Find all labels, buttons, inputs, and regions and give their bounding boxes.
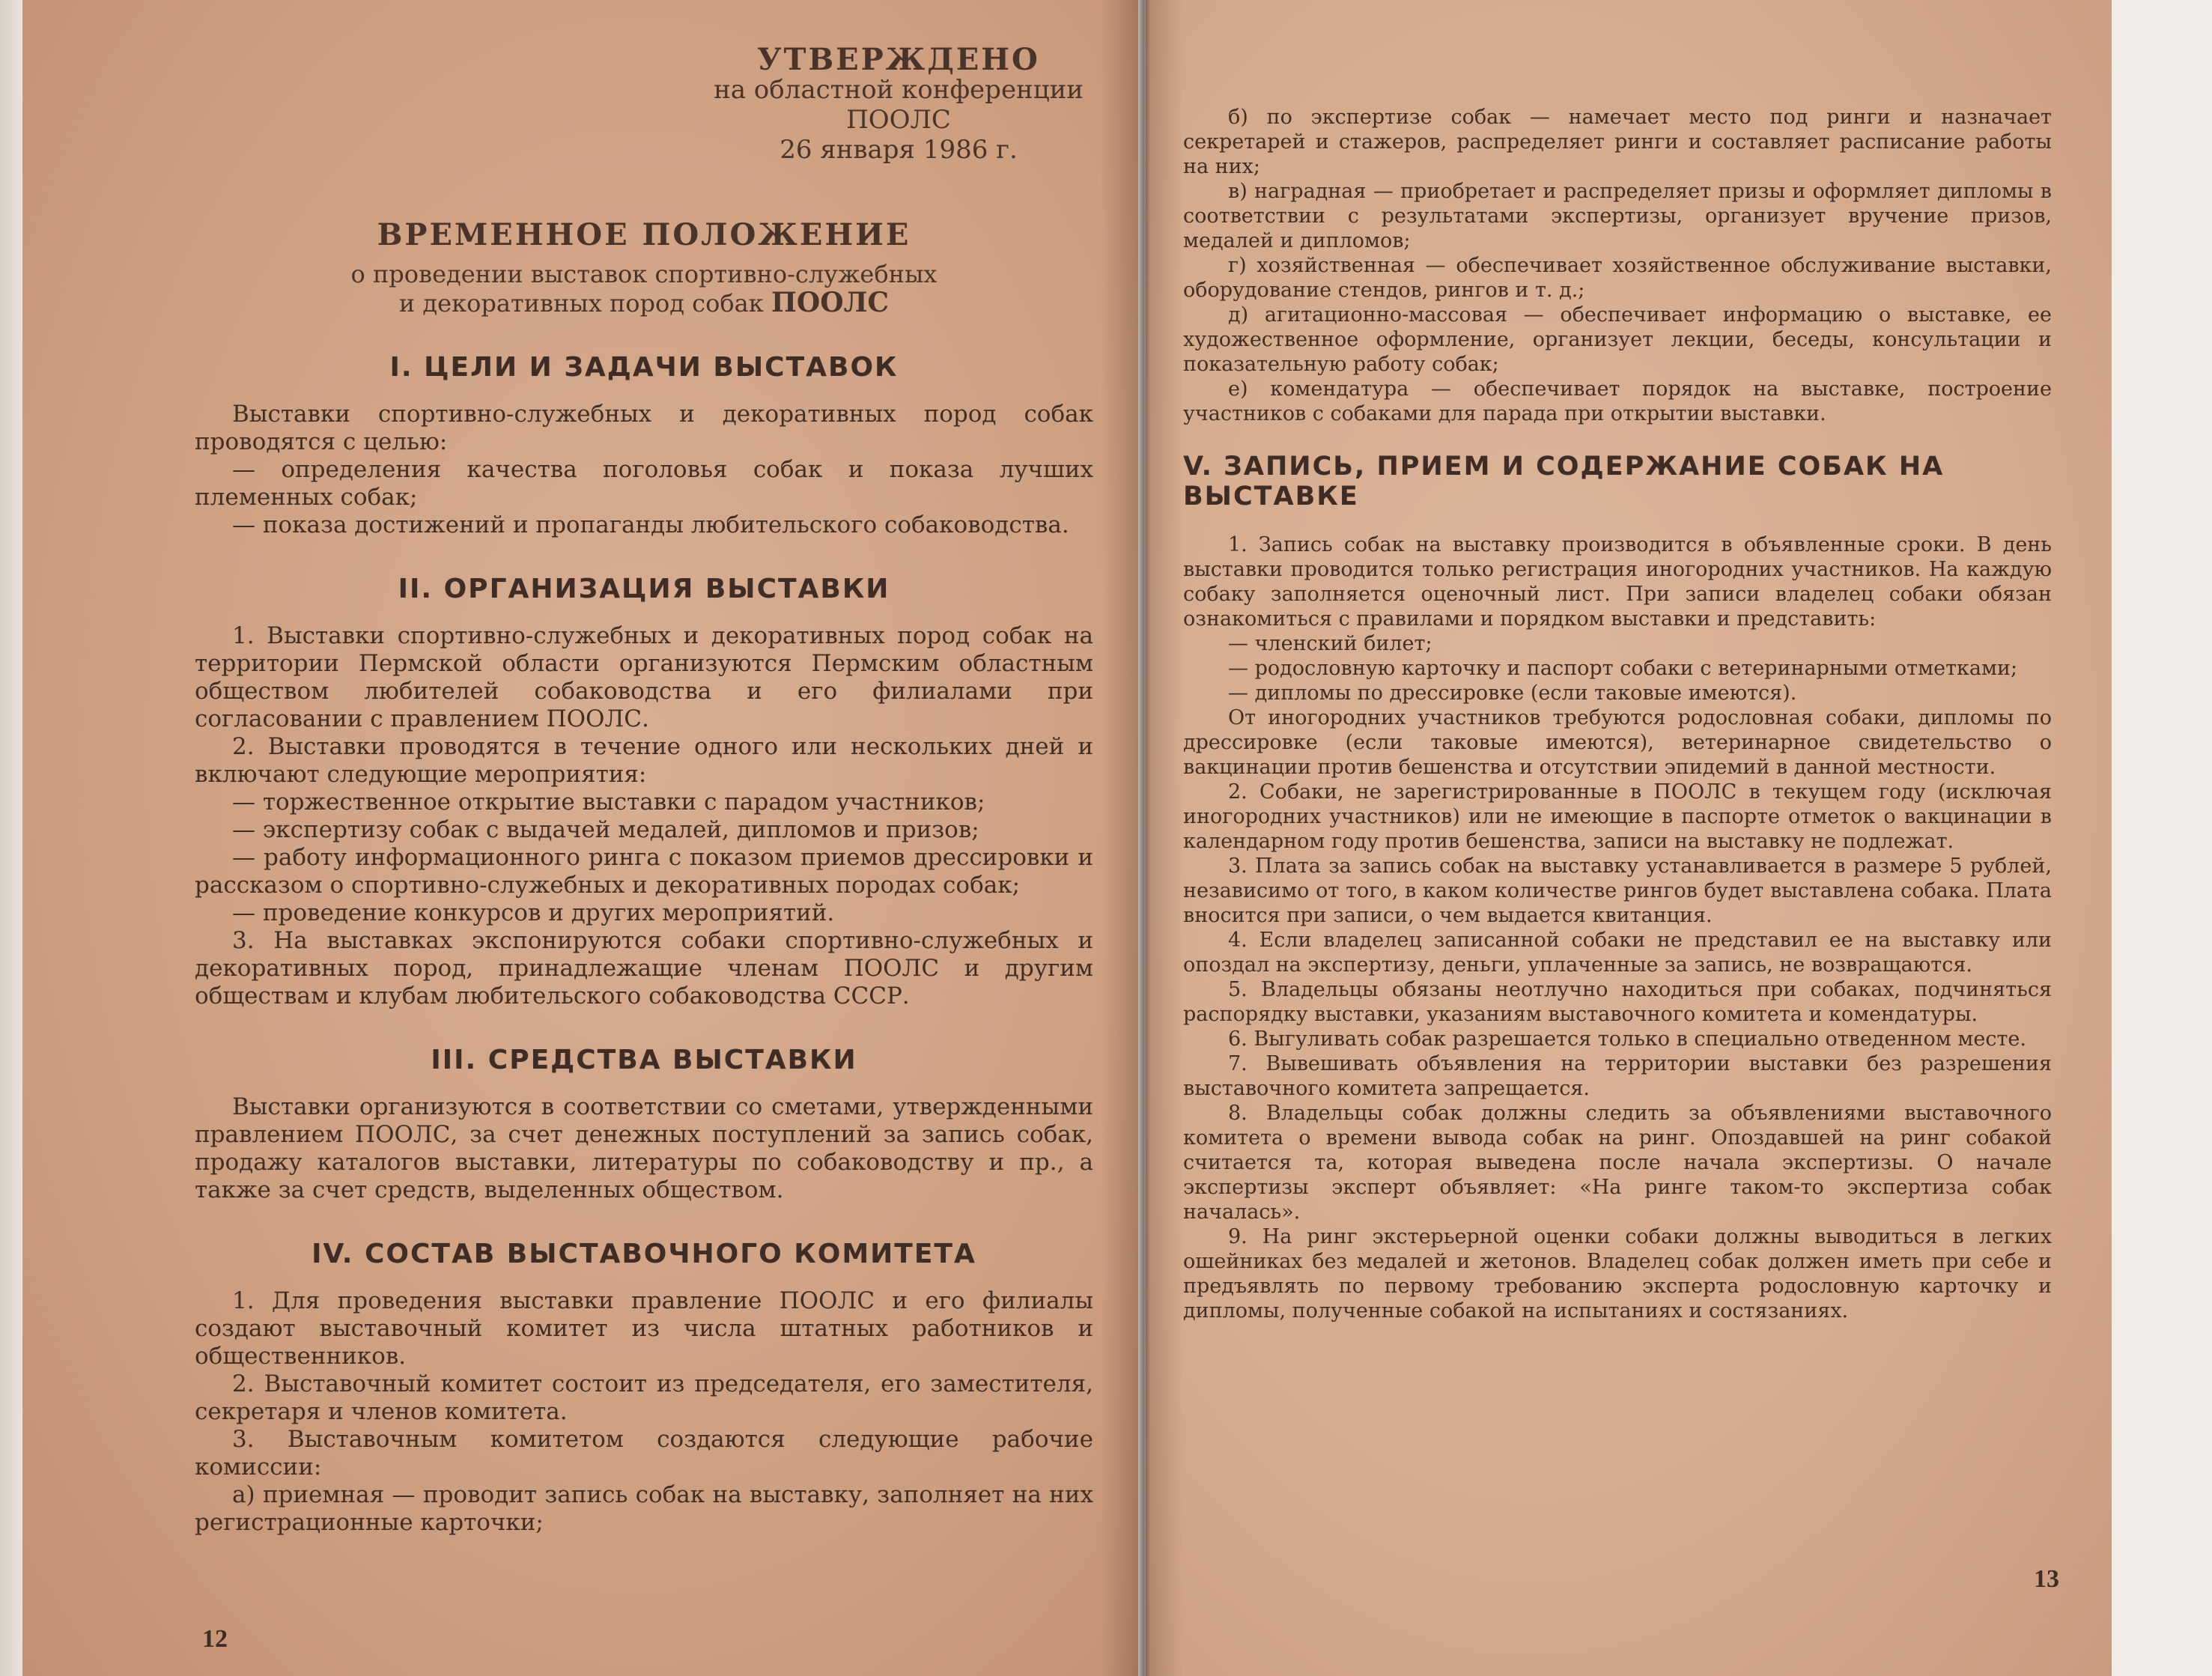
right-page [1146, 0, 2112, 1676]
subtitle-line-2 [195, 288, 1093, 318]
section-4-paragraph: 3. Выставочным комитетом создаются следующие рабочие комиссии: [195, 1426, 1093, 1481]
subtitle-line-1: о проведении выставок спортивно-служебных [350, 260, 938, 288]
section-5-paragraph: 1. Запись собак на выставку производится в объявленные сроки. В день выставки проводится только регистрация иногородних участников. На каждую собаку заполняется оценочный лист. При записи владелец собаки обязан ознакомиться с правилами и порядком выставки и представить: [1183, 533, 2052, 631]
section-5-paragraph: 2. Собаки, не зарегистрированные в ПООЛС в текущем году (исключая иногородних участников) или не имеющие в паспорте отметок о вакцинации в календарном году против бешенства, записи на выставку не подлежат. [1183, 780, 2052, 853]
section-1-paragraph: — показа достижений и пропаганды любительского собаководства. [232, 511, 1069, 538]
section-5-paragraph: — родословную карточку и паспорт собаки с ветеринарными отметками; [1228, 657, 2018, 680]
approved-org: ПООЛС [846, 105, 951, 135]
section-5-paragraph: 8. Владельцы собак должны следить за объявлениями выставочного комитета о времени вывода собак на ринг. Опоздавшей на ринг собакой считается та, которая выведена после начала экспертизы. О начале экспертизы эксперт объявляет: «На ринге таком-то экспертиза собак началась». [1183, 1102, 2052, 1224]
section-1-paragraph: — определения качества поголовья собак и показа лучших племенных собак; [195, 456, 1093, 511]
section-4-paragraph: 2. Выставочный комитет состоит из председателя, его заместителя, секретаря и членов комитета. [195, 1370, 1093, 1425]
section-2-paragraph: 1. Выставки спортивно-служебных и декоративных пород собак на территории Пермской области организуются Пермским областным обществом любителей собаководства и его филиалами при согласовании с правлением ПООЛС. [195, 622, 1093, 732]
commission-item: д) агитационно-массовая — обеспечивает информацию о выставке, ее художественное оформление, организует лекции, беседы, консультации и показательную работу собак; [1183, 303, 2052, 376]
subtitle-line-2-text: и декоративных пород собак [398, 289, 764, 318]
section-5-paragraph: 6. Выгуливать собак разрешается только в специально отведенном месте. [1228, 1027, 2026, 1051]
section-2-heading: II. ОРГАНИЗАЦИЯ ВЫСТАВКИ [398, 574, 890, 604]
section-2-paragraph: — проведение конкурсов и других мероприятий. [232, 899, 835, 926]
section-3-paragraph: Выставки организуются в соответствии со сметами, утвержденными правлением ПООЛС, за счет денежных поступлений за запись собак, продажу каталогов выставки, литературы по собаководству и пр., а также за счет средств, выделенных обществом. [195, 1093, 1093, 1203]
section-4-paragraph: 1. Для проведения выставки правление ПООЛС и его филиалы создают выставочный комитет из числа штатных работников и общественников. [195, 1287, 1093, 1370]
section-1-heading: I. ЦЕЛИ И ЗАДАЧИ ВЫСТАВОК [389, 352, 899, 383]
approved-conference: на областной конференции [714, 75, 1084, 105]
section-2-paragraph: — экспертизу собак с выдачей медалей, дипломов и призов; [232, 816, 979, 843]
section-5-paragraph: 5. Владельцы обязаны неотлучно находиться при собаках, подчиняться распорядку выставки, указаниям выставочного комитета и комендатуры. [1183, 978, 2052, 1026]
document-title: ВРЕМЕННОЕ ПОЛОЖЕНИЕ [377, 217, 911, 252]
section-5-paragraph: 7. Вывешивать объявления на территории выставки без разрешения выставочного комитета запрещается. [1183, 1052, 2052, 1100]
page-number-right: 13 [2034, 1565, 2059, 1593]
left-page [22, 0, 1138, 1676]
section-5-paragraph: 3. Плата за запись собак на выставку устанавливается в размере 5 рублей, независимо от того, в каком количестве рингов будет выставлена собака. Плата вносится при записи, о чем выдается квитанция. [1183, 854, 2052, 927]
subtitle-org: ПООЛС [771, 287, 890, 318]
section-1-paragraph: Выставки спортивно-служебных и декоративных пород собак проводятся с целью: [195, 401, 1093, 455]
section-5-paragraph: От иногородних участников требуются родословная собаки, дипломы по дрессировке (если таковые имеются), ветеринарное свидетельство о вакцинации против бешенства и отсутствии эпидемий в данной местности. [1183, 706, 2052, 779]
commission-item: е) комендатура — обеспечивает порядок на выставке, построение участников с собаками для парада при открытии выставки. [1183, 377, 2052, 425]
section-2-paragraph: 3. На выставках экспонируются собаки спортивно-служебных и декоративных пород, принадлежащие членам ПООЛС и другим обществам и клубам любительского собаководства СССР. [195, 927, 1093, 1009]
approved-date: 26 января 1986 г. [780, 135, 1018, 165]
section-5-paragraph: 4. Если владелец записанной собаки не представил ее на выставку или опоздал на экспертизу, деньги, уплаченные за запись, не возвращаются. [1183, 929, 2052, 977]
section-2-paragraph: — торжественное открытие выставки с парадом участников; [232, 789, 985, 816]
document-subtitle [195, 260, 1093, 318]
section-5-paragraph: 9. На ринг экстерьерной оценки собаки должны выводиться в легких ошейниках без медалей и жетонов. Владелец собак должен иметь при себе и предъявлять по первому требованию эксперта родословную карточку и дипломы, полученные собакой на испытаниях и состязаниях. [1183, 1225, 2052, 1323]
approval-stamp [689, 42, 1108, 165]
commission-item: г) хозяйственная — обеспечивает хозяйственное обслуживание выставки, оборудование стендов, рингов и т. д.; [1183, 254, 2052, 302]
approved-label: УТВЕРЖДЕНО [757, 42, 1040, 77]
section-4-paragraph: а) приемная — проводит запись собак на выставку, заполняет на них регистрационные карточки; [195, 1481, 1093, 1536]
book-spread [22, 0, 2112, 1676]
section-5-paragraph: — дипломы по дрессировке (если таковые имеются). [1228, 681, 1797, 705]
commission-item: б) по экспертизе собак — намечает место под ринги и назначает секретарей и стажеров, распределяет ринги и составляет расписание работы на них; [1183, 106, 2052, 178]
book-gutter [1101, 0, 1183, 1676]
section-5-paragraph: — членский билет; [1228, 632, 1432, 655]
section-5-heading: V. ЗАПИСЬ, ПРИЕМ И СОДЕРЖАНИЕ СОБАК НА ВЫСТАВКЕ [1183, 452, 1945, 511]
page-number-left: 12 [202, 1625, 228, 1653]
section-2-paragraph: 2. Выставки проводятся в течение одного или нескольких дней и включают следующие мероприятия: [195, 733, 1093, 788]
section-4-heading: IV. СОСТАВ ВЫСТАВОЧНОГО КОМИТЕТА [312, 1239, 976, 1269]
section-3-heading: III. СРЕДСТВА ВЫСТАВКИ [431, 1045, 857, 1075]
commission-item: в) наградная — приобретает и распределяет призы и оформляет дипломы в соответствии с результатами экспертизы, организует вручение призов, медалей и дипломов; [1183, 180, 2052, 252]
section-2-paragraph: — работу информационного ринга с показом приемов дрессировки и рассказом о спортивно-служебных и декоративных породах собак; [195, 844, 1093, 899]
